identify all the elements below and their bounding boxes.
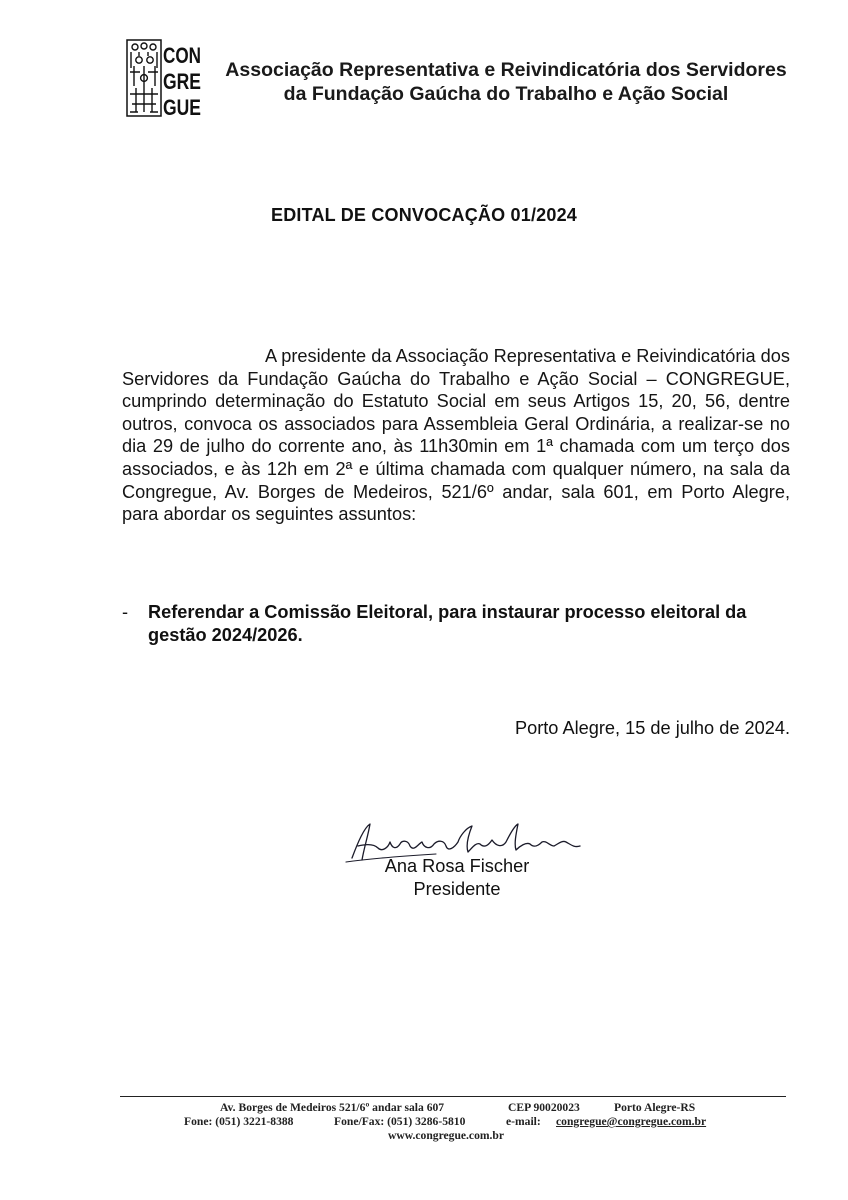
footer-city: Porto Alegre-RS [614, 1101, 696, 1114]
footer-email-label: e-mail: [506, 1115, 541, 1128]
svg-text:CON: CON [163, 43, 201, 68]
logo-graphic [126, 38, 202, 118]
organization-name [206, 58, 806, 106]
agenda-item-text: Referendar a Comissão Eleitoral, para instaurar processo eleitoral da gestão 2024/2026. [148, 602, 747, 645]
footer-website-link[interactable]: www.congregue.com.br [388, 1129, 505, 1142]
footer [118, 1101, 798, 1143]
signer-role: Presidente [413, 879, 501, 899]
place-date: Porto Alegre, 15 de julho de 2024. [514, 718, 790, 738]
svg-text:GRE: GRE [163, 69, 201, 94]
footer-email-link[interactable]: congregue@congregue.com.br [556, 1115, 707, 1128]
body-paragraph [122, 345, 790, 526]
signer-block [362, 855, 552, 901]
signer-name: Ana Rosa Fischer [384, 856, 530, 876]
footer-cep: CEP 90020023 [508, 1101, 580, 1114]
congregue-logo [126, 38, 202, 118]
footer-divider [120, 1096, 786, 1097]
agenda-bullet: - [122, 602, 129, 622]
document-title: EDITAL DE CONVOCAÇÃO 01/2024 [270, 205, 577, 225]
footer-fax: Fone/Fax: (051) 3286-5810 [334, 1115, 466, 1128]
footer-phone: Fone: (051) 3221-8388 [184, 1115, 294, 1128]
body-paragraph-text: A presidente da Associação Representativa e Reivindicatória dos Servidores da Fundação Gaúcha do Trabalho e Ação Social – CONGREGUE, cumprindo determinação do Estatuto Social em seus Artigos 15, 20, 56, dentre outros, convoca os associados para Assembleia Geral Ordinária, a realizar-se no dia 29 de julho do corrente ano, às 11h30min em 1ª chamada com um terço dos associados, e às 12h em 2ª e última chamada com qualquer número, na sala da Congregue, Av. Borges de Medeiros, 521/6º andar, sala 601, em Porto Alegre, para abordar os seguintes assuntos: [122, 346, 790, 525]
svg-text:GUE: GUE [163, 95, 201, 120]
organization-name-line1: Associação Representativa e Reivindicatória dos Servidores [225, 59, 787, 81]
footer-address: Av. Borges de Medeiros 521/6º andar sala 607 [220, 1101, 445, 1114]
organization-name-line2: da Fundação Gaúcha do Trabalho e Ação Social [283, 83, 729, 105]
